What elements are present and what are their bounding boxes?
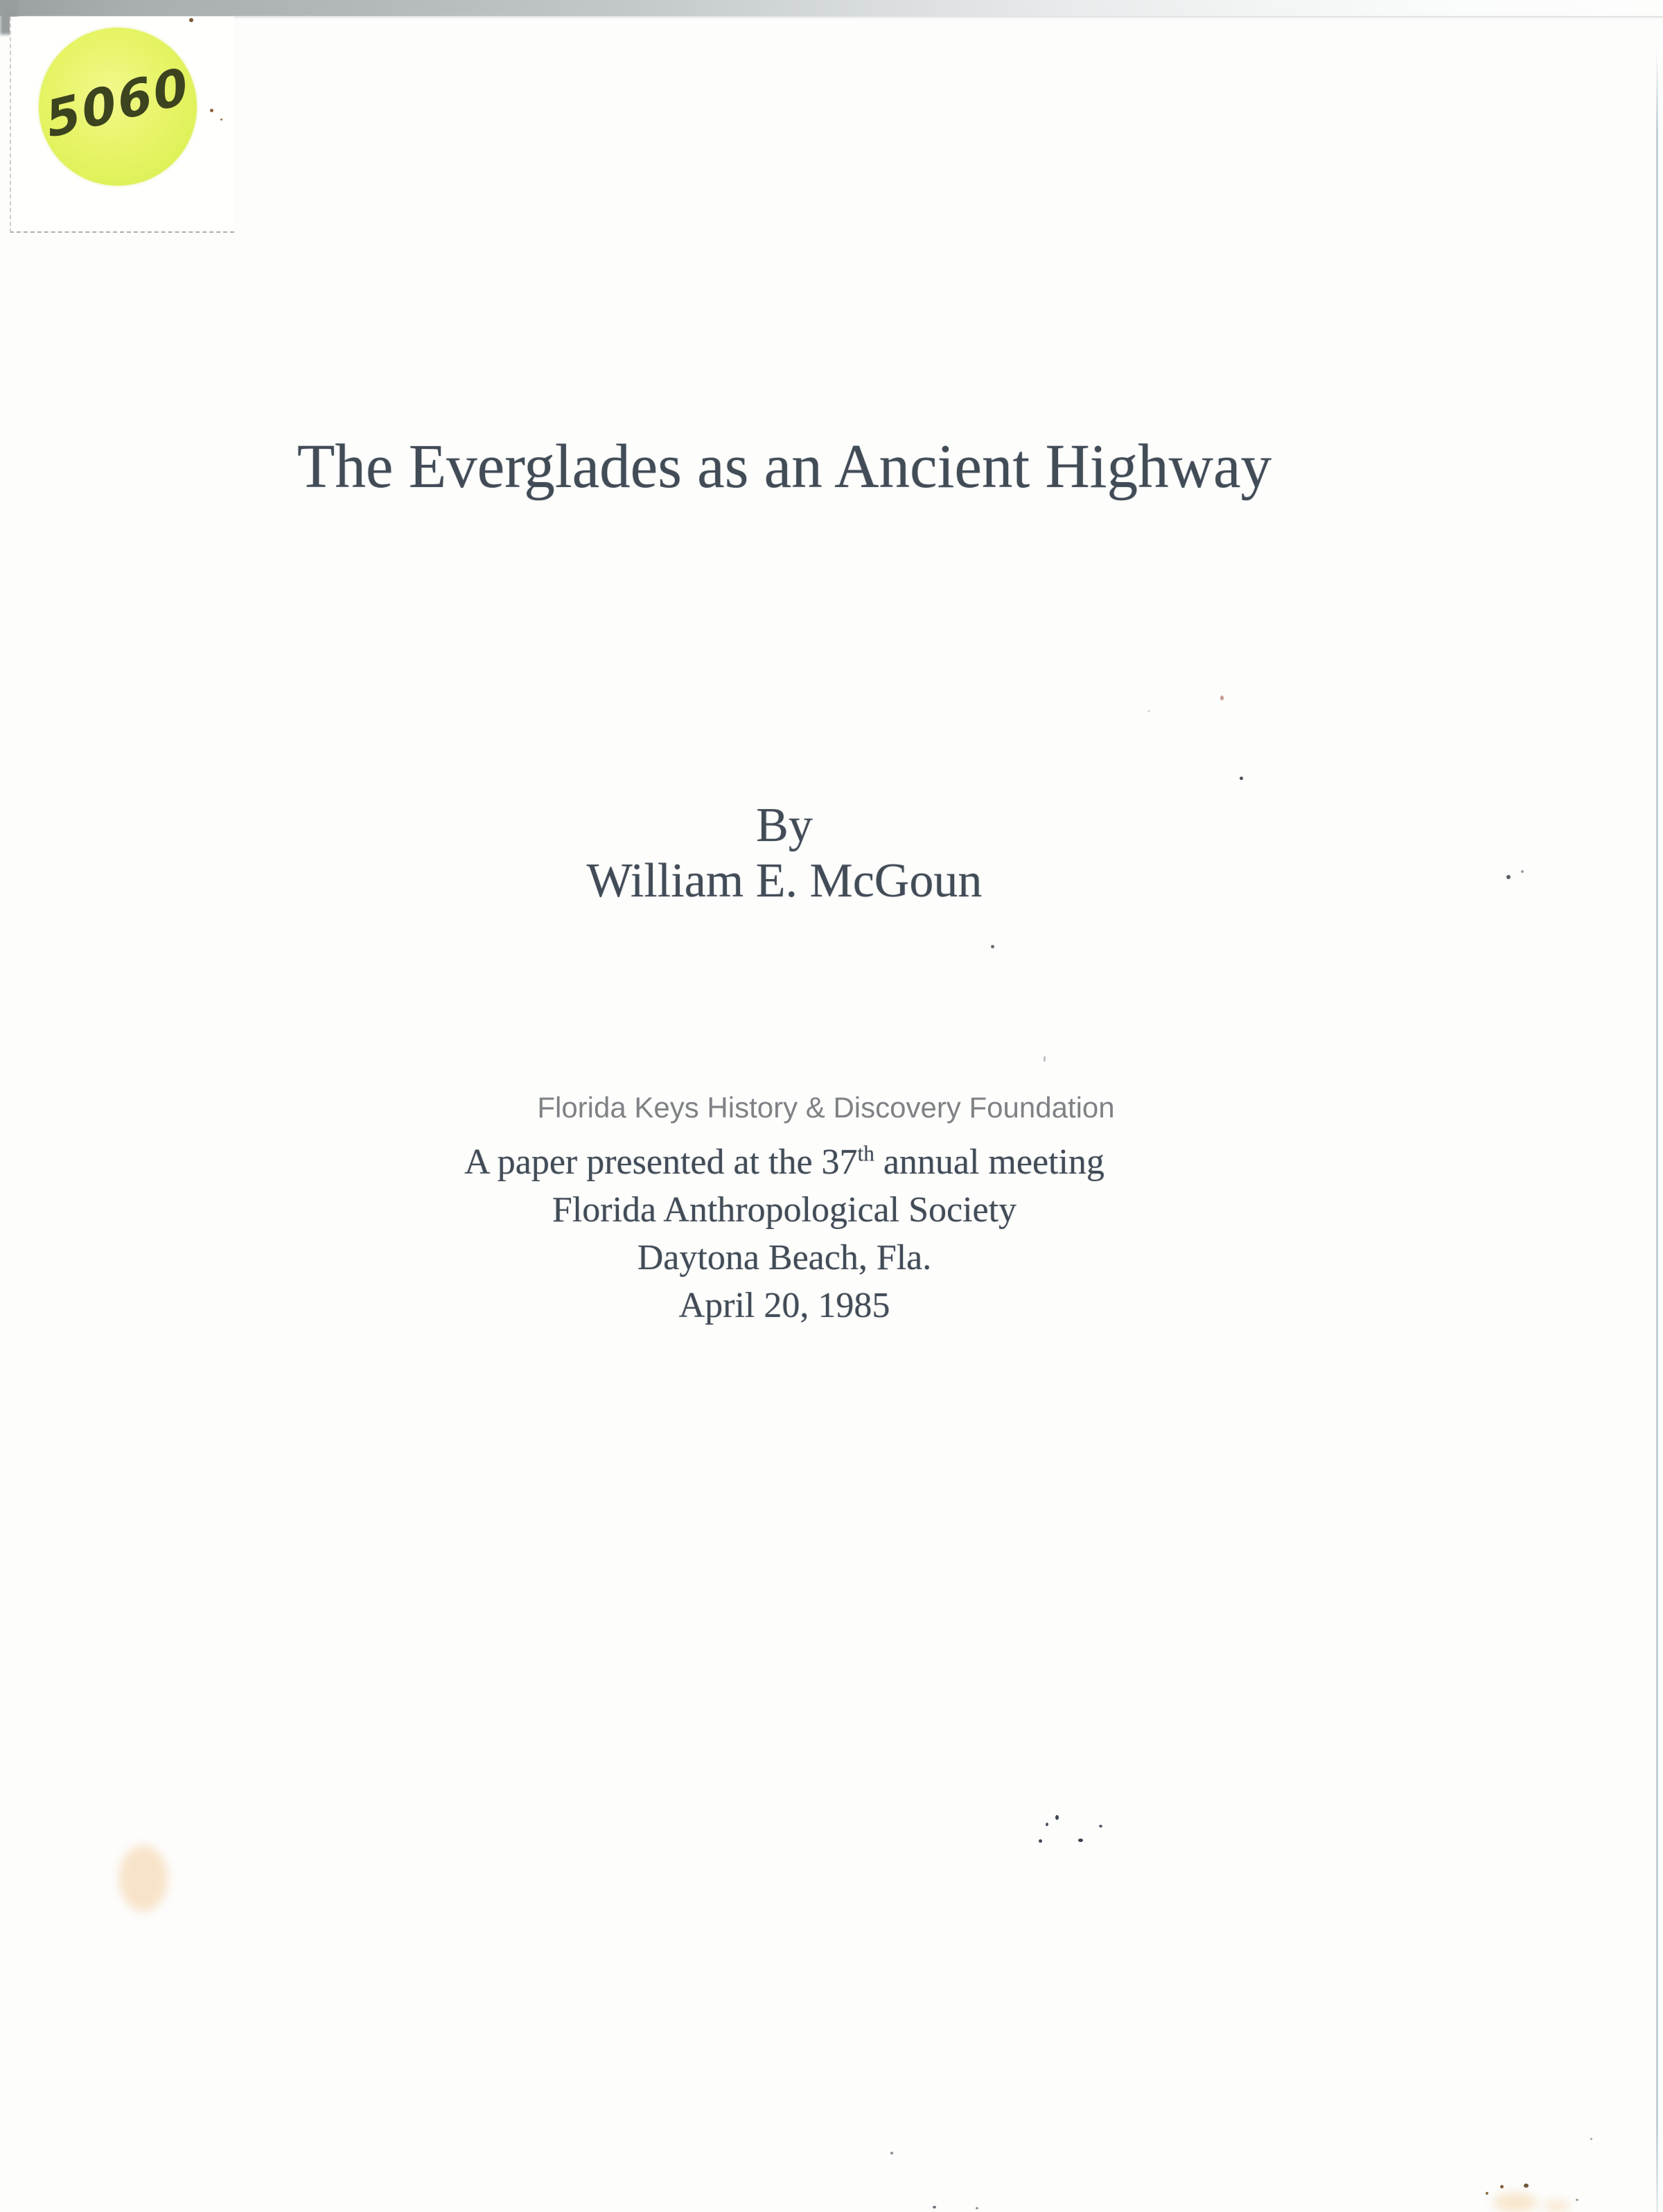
- presentation-line-suffix: annual meeting: [874, 1142, 1105, 1182]
- page-title: The Everglades as an Ancient Highway: [297, 432, 1272, 501]
- scan-right-edge: [1656, 48, 1658, 2212]
- location-line: Daytona Beach, Fla.: [637, 1238, 932, 1277]
- scan-speck: [1220, 696, 1224, 700]
- scan-speck: [1524, 2184, 1529, 2188]
- scan-speck: [1590, 2138, 1592, 2140]
- scan-speck: [1039, 1839, 1042, 1843]
- scan-speck: [189, 18, 193, 22]
- presentation-block: [0, 1138, 1569, 1329]
- sticker-number: 5060: [41, 55, 195, 150]
- author-block: [0, 798, 1569, 909]
- scan-stain: [1544, 2200, 1570, 2212]
- byline: By: [756, 799, 813, 852]
- scan-speck: [1521, 870, 1524, 873]
- scan-speck: [1044, 1056, 1046, 1062]
- scan-top-edge: [0, 0, 1663, 16]
- ordinal-suffix: th: [857, 1141, 874, 1166]
- scan-speck: [991, 945, 994, 948]
- watermark-text: Florida Keys History & Discovery Foundation: [537, 1091, 1115, 1124]
- presentation-line-prefix: A paper presented at the 37: [464, 1142, 858, 1182]
- scan-speck: [1046, 1823, 1048, 1826]
- scan-speck: [890, 2152, 893, 2155]
- scan-speck: [1147, 710, 1150, 712]
- author-name: William E. McGoun: [586, 854, 983, 908]
- date-line: April 20, 1985: [678, 1286, 890, 1325]
- scan-speck: [1486, 2192, 1488, 2195]
- scan-speck: [1576, 2199, 1578, 2201]
- scan-speck: [220, 118, 222, 121]
- scan-speck: [933, 2206, 936, 2209]
- scan-speck: [1506, 875, 1511, 879]
- presentation-line: [0, 1138, 1569, 1186]
- scan-speck: [1500, 2185, 1504, 2188]
- scan-stain: [1493, 2193, 1538, 2212]
- catalog-sticker: [39, 28, 197, 186]
- society-line: Florida Anthropological Society: [552, 1190, 1017, 1230]
- scan-speck: [1099, 1825, 1102, 1828]
- scan-stain: [119, 1846, 168, 1911]
- scan-speck: [1078, 1839, 1083, 1842]
- scan-speck: [1240, 777, 1243, 780]
- scan-speck: [976, 2207, 978, 2209]
- scan-speck: [210, 109, 213, 112]
- scan-speck: [1055, 1815, 1059, 1820]
